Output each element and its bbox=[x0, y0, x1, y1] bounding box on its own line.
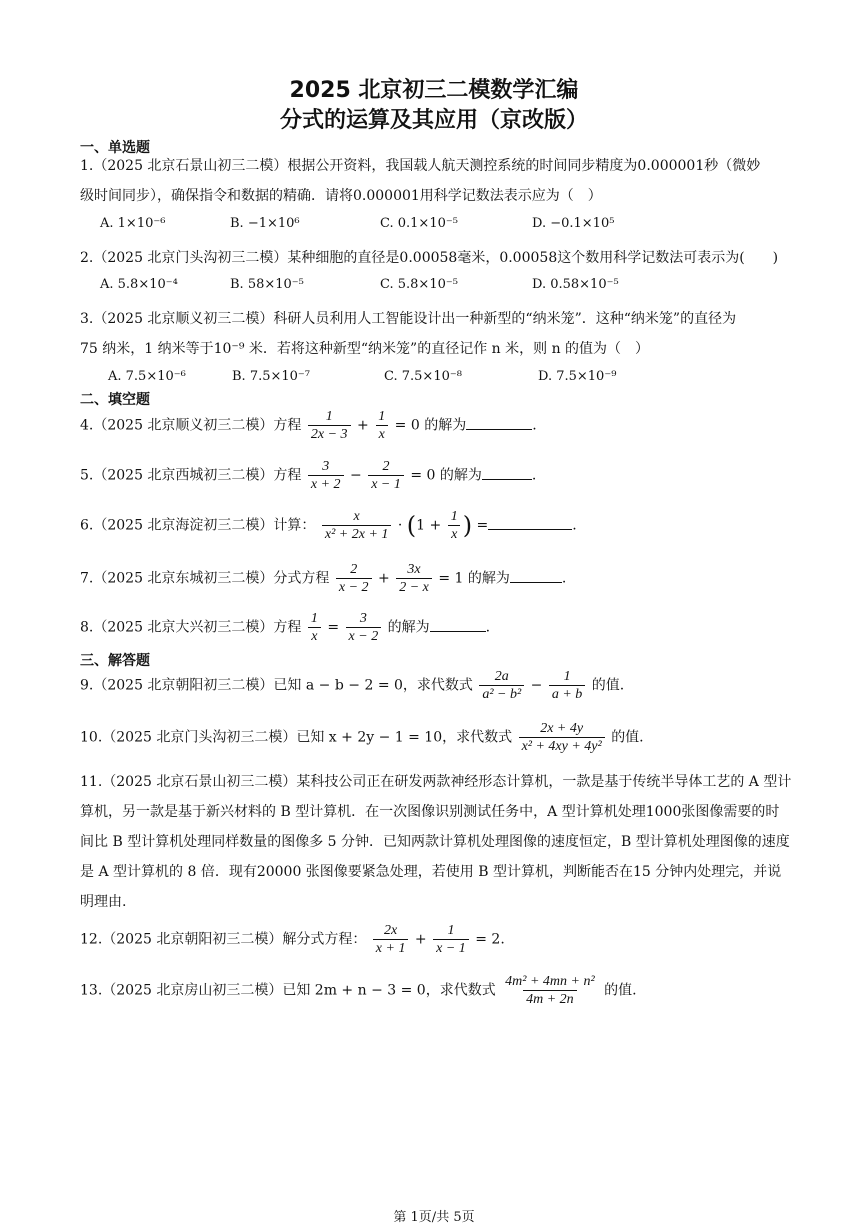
option-b: B. 7.5×10⁻⁷ bbox=[232, 369, 310, 384]
fraction-2: $\frac{1}{a + b}$ bbox=[549, 668, 585, 703]
fraction-1: $\frac{1}{2x - 3}$ bbox=[308, 408, 351, 443]
option-d: D. −0.1×10⁵ bbox=[532, 216, 615, 231]
option-a: A. 7.5×10⁻⁶ bbox=[108, 369, 186, 384]
document-title-line2: 分式的运算及其应用（京改版） bbox=[279, 108, 588, 133]
question-12-prefix: 12.（2025 北京朝阳初三二模）解分式方程： bbox=[80, 931, 367, 948]
fraction-1: $\frac{x}{\text{x² + 2x + 1}}$ bbox=[322, 508, 392, 543]
question-9-prefix: 9.（2025 北京朝阳初三二模）已知 a − b − 2 = 0，求代数式 bbox=[80, 677, 473, 694]
answer-blank bbox=[488, 517, 572, 530]
option-c: C. 7.5×10⁻⁸ bbox=[384, 369, 462, 384]
question-13: 13.（2025 北京房山初三二模）已知 2m + n − 3 = 0，求代数式 $\frac{\text{4m² + 4mn + n²}}{4m + 2n}$ 的值. bbox=[80, 974, 637, 1007]
question-5-prefix: 5.（2025 北京西城初三二模）方程 bbox=[80, 467, 302, 484]
question-5: 5.（2025 北京西城初三二模）方程 $\frac{3}{x + 2}$ − $\frac{2}{x - 1}$ = 0 的解为 . bbox=[80, 459, 537, 492]
answer-blank bbox=[510, 570, 562, 583]
option-c: C. 5.8×10⁻⁵ bbox=[380, 277, 458, 292]
question-4: 4.（2025 北京顺义初三二模）方程 $\frac{1}{2x - 3}$ + $\frac{1}{x}$ = 0 的解为 . bbox=[80, 409, 537, 442]
option-a: A. 5.8×10⁻⁴ bbox=[100, 277, 178, 292]
fraction-1: $\frac{2}{x - 2}$ bbox=[336, 561, 372, 596]
fraction-2: $\frac{3x}{2 - x}$ bbox=[396, 561, 432, 596]
option-c: C. 0.1×10⁻⁵ bbox=[380, 216, 458, 231]
fraction-1: $\frac{1}{x}$ bbox=[308, 610, 321, 645]
document-title-line1: 2025 北京初三二模数学汇编 bbox=[289, 78, 579, 103]
question-10: 10.（2025 北京门头沟初三二模）已知 x + 2y − 1 = 10，求代数式 $\frac{2x + 4y}{\text{x² + 4xy + 4y²}}$ 的值. bbox=[80, 721, 644, 754]
section-heading-fill-blank: 二、填空题 bbox=[80, 392, 150, 408]
page-number: 第 1页/共 5页 bbox=[393, 1210, 475, 1225]
question-6: 6.（2025 北京海淀初三二模）计算： $\frac{x}{\text{x² + 2x + 1}}$ · (1 + $\frac{1}{x}$ ) = . bbox=[80, 509, 577, 542]
fraction-2: $\frac{1}{x}$ bbox=[448, 508, 461, 543]
question-1-line2: 级时间同步），确保指令和数据的精确．请将0.000001用科学记数法表示应为（ ） bbox=[80, 188, 602, 204]
question-2-options bbox=[100, 277, 700, 297]
question-11: 11.（2025 北京石景山初三二模）某科技公司正在研发两款神经形态计算机，一款是基于传统半导体工艺的 A 型计算机，另一款是基于新兴材料的 B 型计算机．在一次图像识别测试任务中，A 型计算机处理1000张图像需要的时间比 B 型计算机处理同样数量的图像多 5 分钟．已知两款计算机处理图像的速度恒定，B 型计算机处理图像的速度是 A 型计算机的 8 倍．现有20000 张图像要紧急处理，若使用 B 型计算机，判断能否在15 分钟内处理完，并说明理由. bbox=[80, 774, 792, 910]
question-3-line2: 75 纳米，1 纳米等于10⁻⁹ 米．若将这种新型“纳米笼”的直径记作 n 米，则 n 的值为（ ） bbox=[80, 341, 650, 357]
question-8-prefix: 8.（2025 北京大兴初三二模）方程 bbox=[80, 619, 302, 636]
fraction-1: $\frac{2x}{x + 1}$ bbox=[373, 922, 409, 957]
question-7: 7.（2025 北京东城初三二模）分式方程 $\frac{2}{x - 2}$ + $\frac{3x}{2 - x}$ = 1 的解为 . bbox=[80, 562, 567, 595]
question-6-prefix: 6.（2025 北京海淀初三二模）计算： bbox=[80, 517, 316, 534]
question-3-line1: 3.（2025 北京顺义初三二模）科研人员利用人工智能设计出一种新型的“纳米笼”．这种“纳米笼”的直径为 bbox=[80, 311, 737, 327]
question-1-line1: 1.（2025 北京石景山初三二模）根据公开资料，我国载人航天测控系统的时间同步精度为0.000001秒（微妙 bbox=[80, 158, 761, 174]
fraction-2: $\frac{2}{x - 1}$ bbox=[368, 458, 404, 493]
option-d: D. 7.5×10⁻⁹ bbox=[538, 369, 617, 384]
question-1-options bbox=[100, 216, 700, 236]
question-8: 8.（2025 北京大兴初三二模）方程 $\frac{1}{x}$ = $\frac{3}{x - 2}$ 的解为 . bbox=[80, 611, 491, 644]
question-9: 9.（2025 北京朝阳初三二模）已知 a − b − 2 = 0，求代数式 $\frac{2a}{\text{a² − b²}}$ − $\frac{1}{a + b}$ 的值. bbox=[80, 669, 625, 702]
answer-blank bbox=[466, 417, 532, 430]
fraction-2: $\frac{1}{x}$ bbox=[375, 408, 388, 443]
option-b: B. −1×10⁶ bbox=[230, 216, 300, 231]
fraction-1: $\frac{\text{4m² + 4mn + n²}}{4m + 2n}$ bbox=[505, 974, 595, 1007]
section-heading-single-choice: 一、单选题 bbox=[80, 140, 150, 156]
option-d: D. 0.58×10⁻⁵ bbox=[532, 277, 619, 292]
question-4-prefix: 4.（2025 北京顺义初三二模）方程 bbox=[80, 417, 302, 434]
fraction-2: $\frac{3}{x - 2}$ bbox=[346, 610, 382, 645]
fraction-2: $\frac{1}{x - 1}$ bbox=[433, 922, 469, 957]
question-3-options bbox=[108, 369, 728, 389]
answer-blank bbox=[482, 467, 532, 480]
answer-blank bbox=[430, 619, 486, 632]
fraction-1: $\frac{2a}{\text{a² − b²}}$ bbox=[479, 668, 524, 703]
option-b: B. 58×10⁻⁵ bbox=[230, 277, 304, 292]
fraction-1: $\frac{3}{x + 2}$ bbox=[308, 458, 344, 493]
section-heading-solutions: 三、解答题 bbox=[80, 653, 150, 669]
option-a: A. 1×10⁻⁶ bbox=[100, 216, 166, 231]
question-12: 12.（2025 北京朝阳初三二模）解分式方程： $\frac{2x}{x + 1}$ + $\frac{1}{x - 1}$ = 2. bbox=[80, 923, 505, 956]
question-10-prefix: 10.（2025 北京门头沟初三二模）已知 x + 2y − 1 = 10，求代数式 bbox=[80, 729, 513, 746]
question-2-line1: 2.（2025 北京门头沟初三二模）某种细胞的直径是0.00058毫米，0.00058这个数用科学记数法可表示为( ) bbox=[80, 250, 779, 266]
question-13-prefix: 13.（2025 北京房山初三二模）已知 2m + n − 3 = 0，求代数式 bbox=[80, 982, 496, 999]
fraction-1: $\frac{2x + 4y}{\text{x² + 4xy + 4y²}}$ bbox=[519, 720, 605, 755]
question-7-prefix: 7.（2025 北京东城初三二模）分式方程 bbox=[80, 570, 330, 587]
